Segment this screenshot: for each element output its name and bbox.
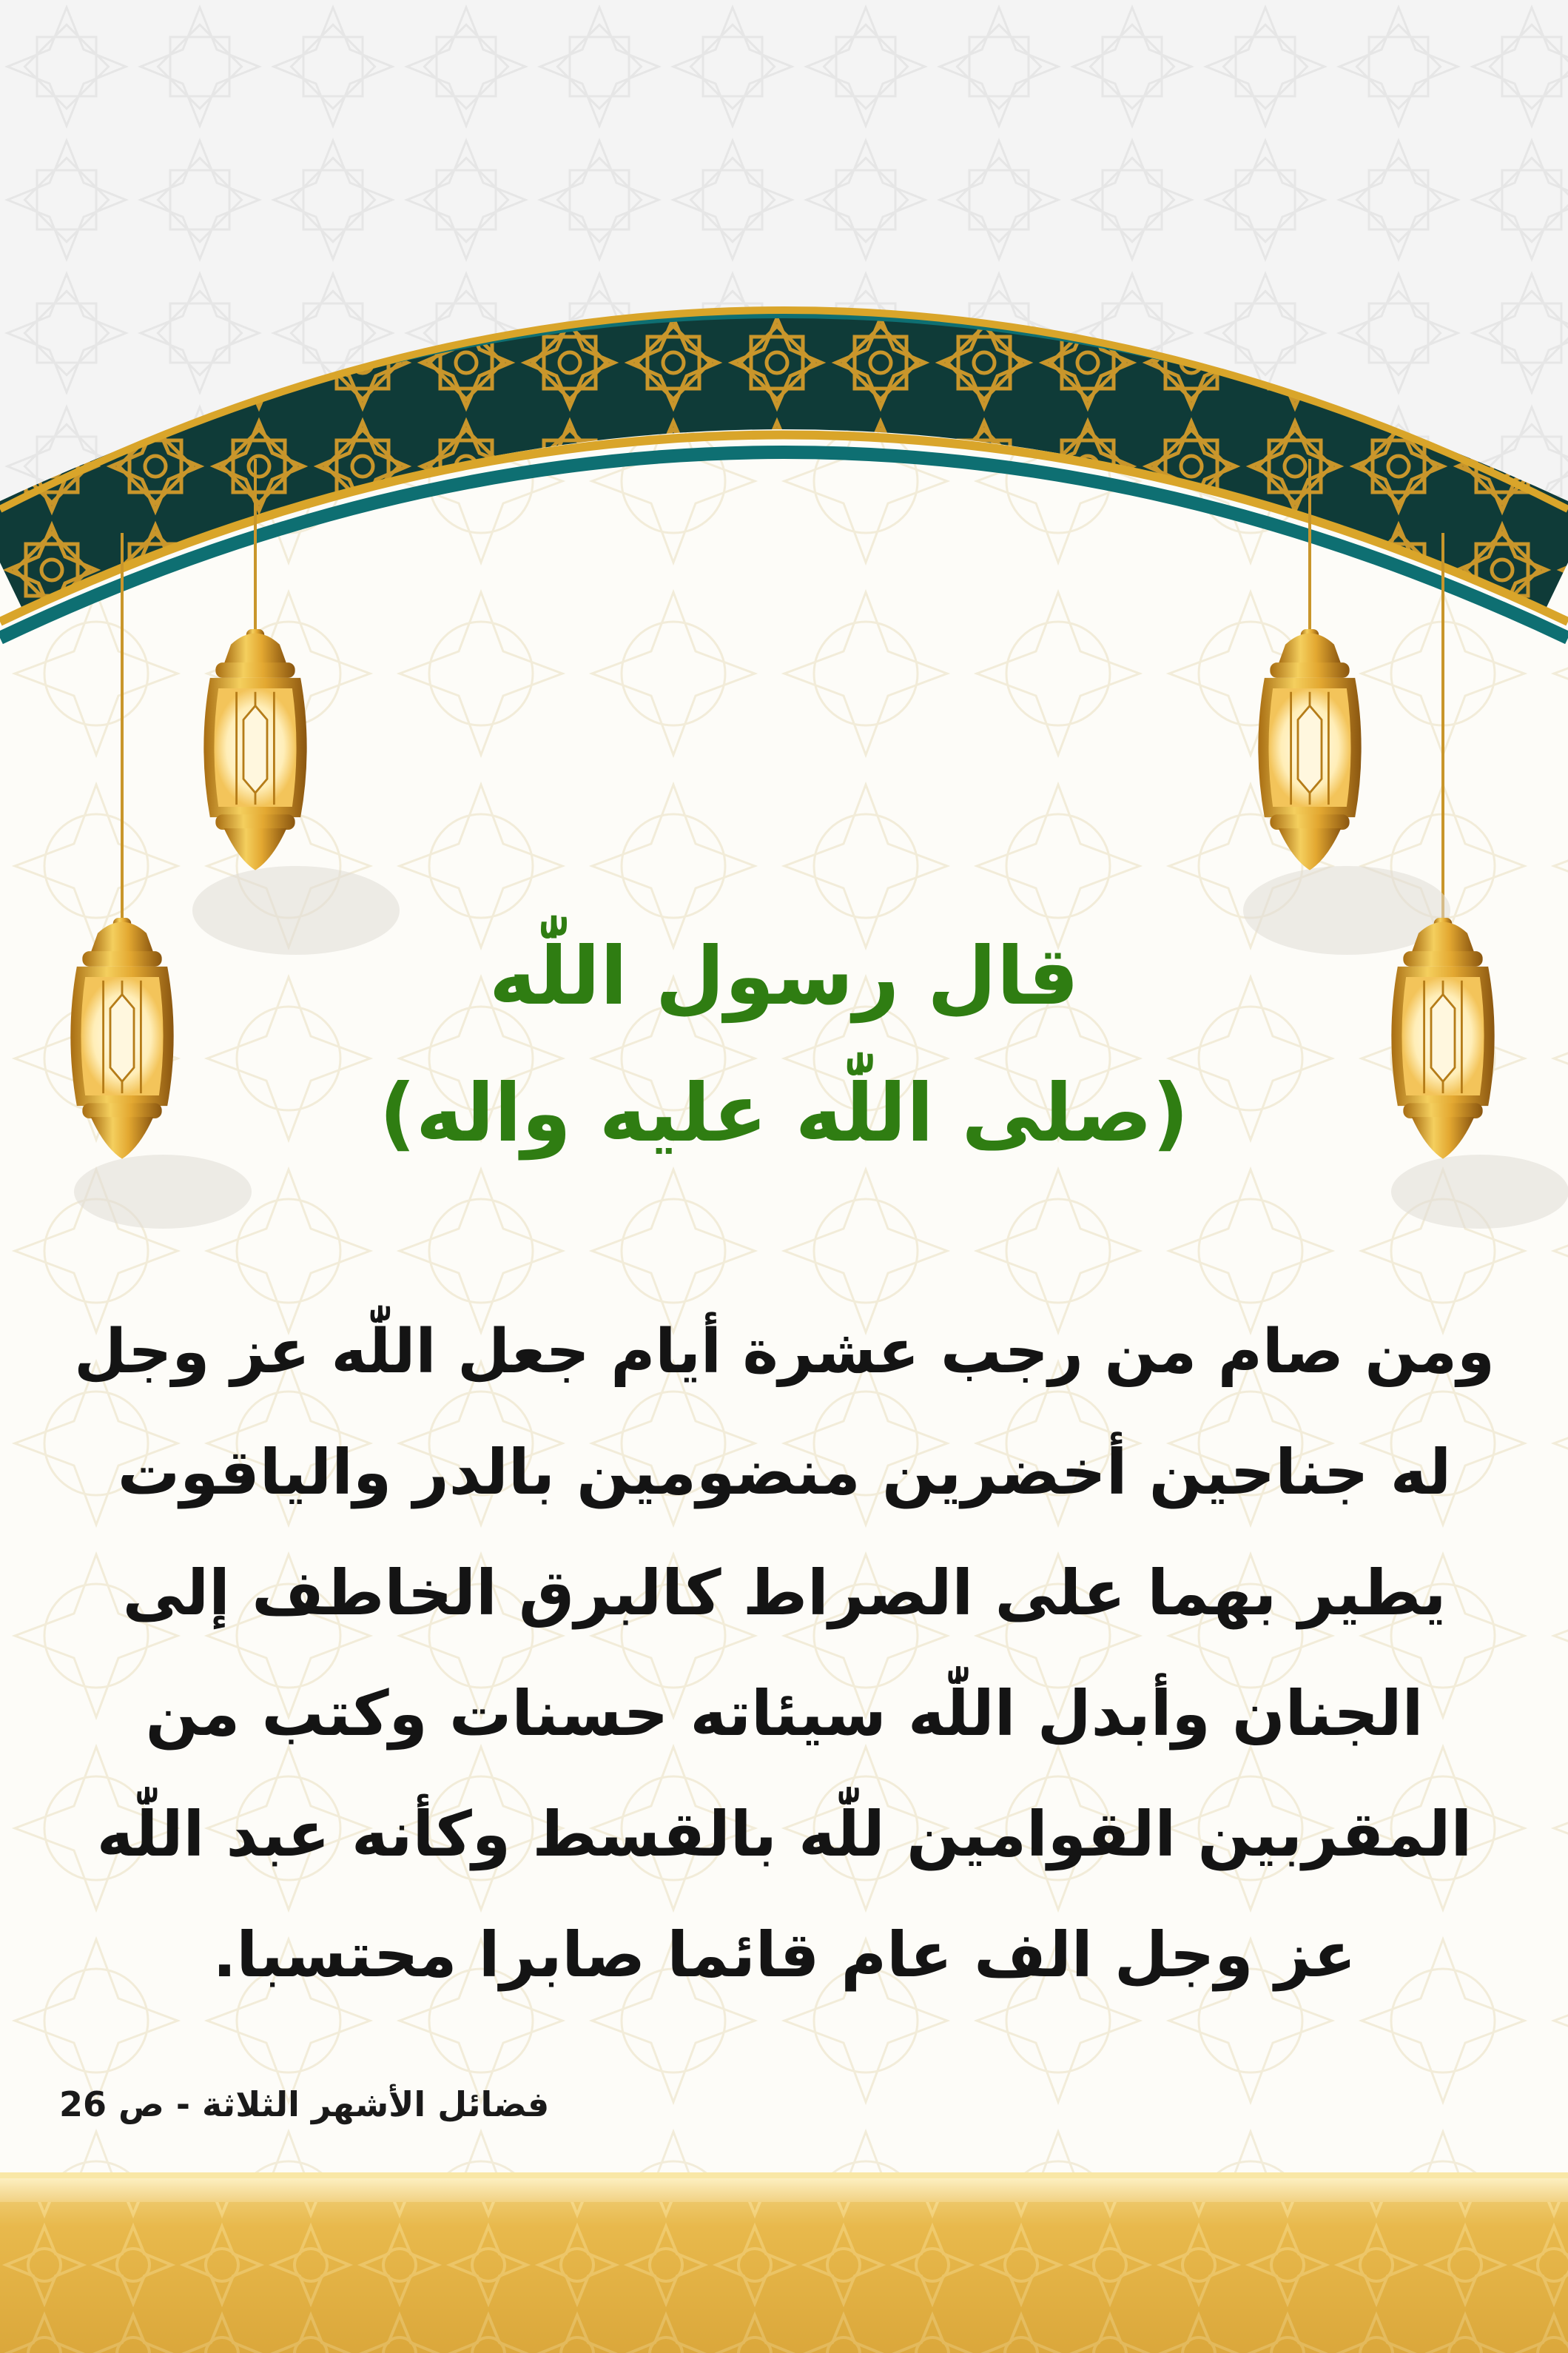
source-citation: فضائل الأشهر الثلاثة - ص 26 <box>59 2084 550 2124</box>
hadith-line: الجنان وأبدل اللّٰه سيئاته حسنات وكتب من <box>145 1677 1424 1750</box>
title-line-1: قال رسول اللّٰه <box>488 930 1080 1023</box>
hadith-line: له جناحين أخضرين منضومين بالدر والياقوت <box>117 1436 1452 1508</box>
hadith-line: المقربين القوامين للّٰه بالقسط وكأنه عبد اللّٰه <box>96 1798 1473 1870</box>
hadith-line: يطير بهما على الصراط كالبرق الخاطف إلى <box>122 1557 1447 1629</box>
title-line-2: (صلى اللّٰه عليه واله) <box>379 1067 1189 1160</box>
gold-pattern-band <box>0 2172 1568 2353</box>
hadith-line: عز وجل الف عام قائما صابرا محتسبا. <box>212 1919 1356 1991</box>
hadith-line: ومن صام من رجب عشرة أيام جعل اللّٰه عز وجل <box>74 1317 1495 1387</box>
hadith-body <box>67 1292 1502 2015</box>
